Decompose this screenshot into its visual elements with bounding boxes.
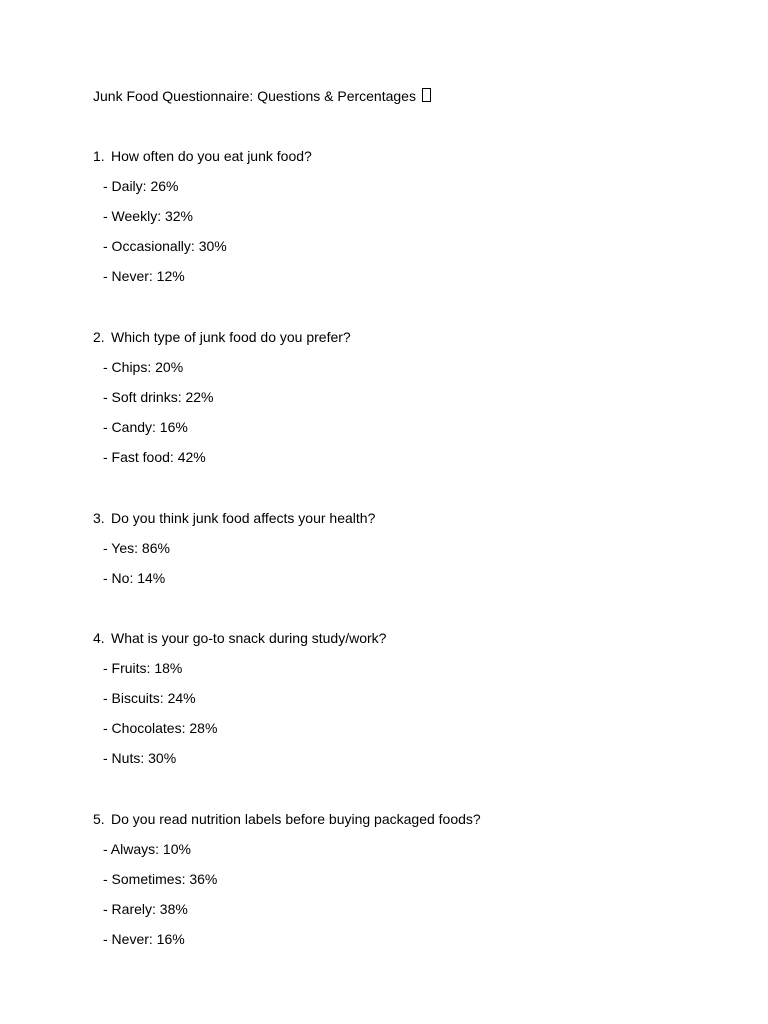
question-text: 3. Do you think junk food affects your health? — [93, 510, 376, 526]
answer-option: - Fast food: 42% — [103, 449, 206, 465]
missing-glyph-icon — [422, 88, 431, 102]
answer-option: - No: 14% — [103, 570, 166, 586]
answer-option: - Daily: 26% — [103, 178, 179, 194]
answer-option: - Never: 16% — [103, 931, 185, 947]
answer-option: - Chocolates: 28% — [103, 720, 218, 736]
answer-option: - Chips: 20% — [103, 359, 184, 375]
answer-option: - Never: 12% — [103, 268, 185, 284]
answer-option: - Rarely: 38% — [103, 901, 188, 917]
question-1 — [93, 146, 693, 286]
question-5 — [93, 809, 693, 949]
document-title: Junk Food Questionnaire: Questions & Percentages — [93, 86, 431, 106]
question-text: 4. What is your go-to snack during study/work? — [93, 630, 387, 646]
question-text: 5. Do you read nutrition labels before buying packaged foods? — [93, 811, 481, 827]
answer-option: - Soft drinks: 22% — [103, 389, 214, 405]
question-3 — [93, 508, 693, 588]
question-text: 2. Which type of junk food do you prefer? — [93, 329, 351, 345]
question-2 — [93, 327, 693, 467]
answer-option: - Weekly: 32% — [103, 208, 193, 224]
answer-option: - Sometimes: 36% — [103, 871, 218, 887]
answer-option: - Nuts: 30% — [103, 750, 177, 766]
answer-option: - Candy: 16% — [103, 419, 188, 435]
answer-option: - Fruits: 18% — [103, 660, 183, 676]
question-text: 1. How often do you eat junk food? — [93, 148, 312, 164]
answer-option: - Yes: 86% — [103, 540, 170, 556]
question-4 — [93, 628, 693, 768]
answer-option: - Occasionally: 30% — [103, 238, 227, 254]
answer-option: - Always: 10% — [103, 841, 191, 857]
answer-option: - Biscuits: 24% — [103, 690, 196, 706]
